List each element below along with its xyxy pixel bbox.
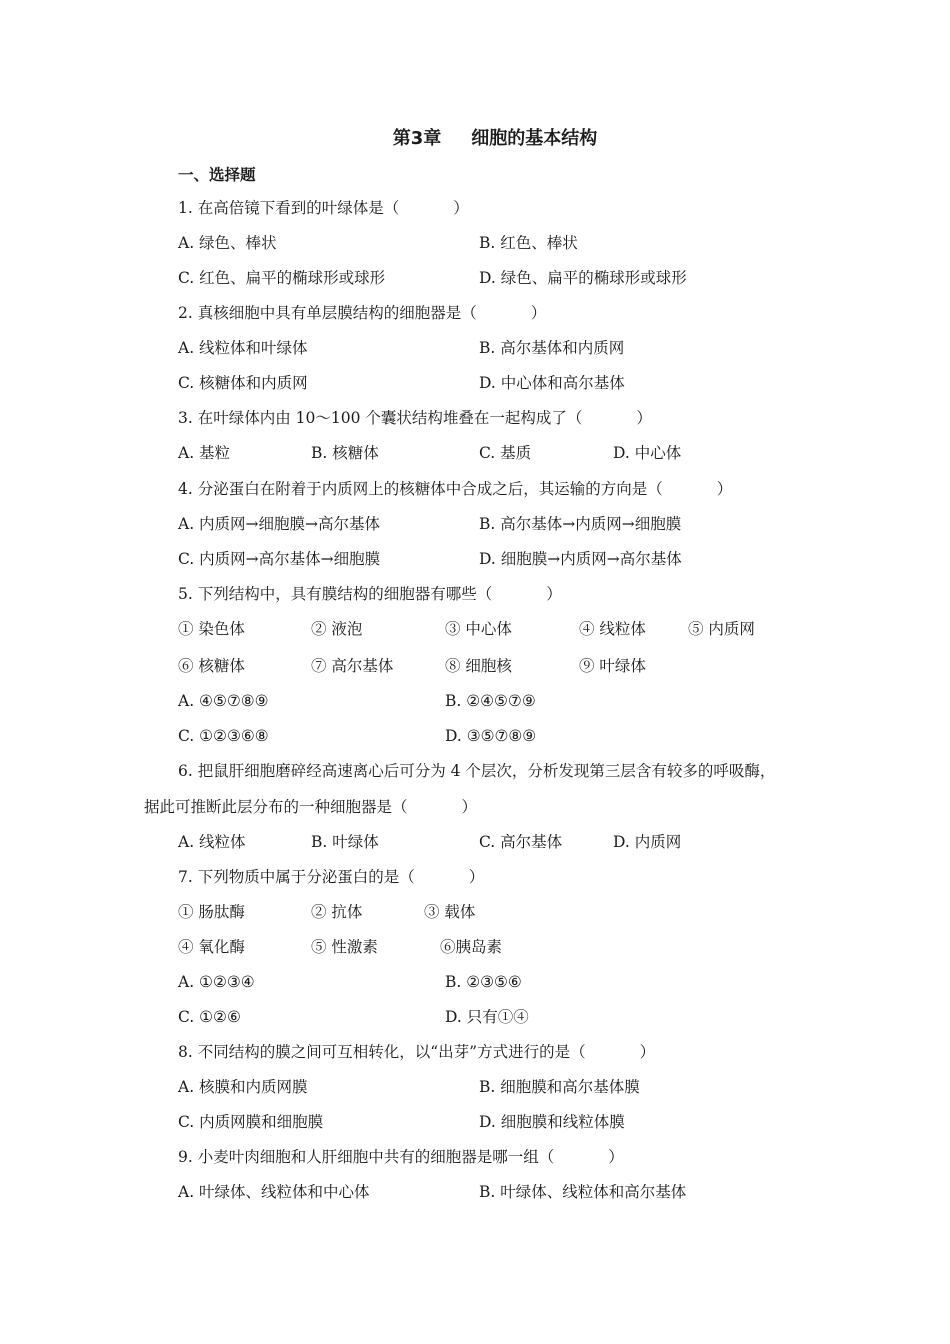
q4-option-b: B. 高尔基体→内质网→细胞膜 [479, 515, 682, 533]
question-2-stem: 2. 真核细胞中具有单层膜结构的细胞器是（ ） [178, 304, 547, 322]
q7-option-b: B. ②③⑤⑥ [445, 973, 522, 991]
q5-option-d: D. ③⑤⑦⑧⑨ [445, 727, 537, 745]
q9-option-a: A. 叶绿体、线粒体和中心体 [178, 1183, 370, 1201]
q2-option-b: B. 高尔基体和内质网 [479, 339, 625, 357]
q6-option-d: D. 内质网 [613, 833, 682, 851]
chapter-title [0, 124, 950, 150]
q3-option-b: B. 核糖体 [311, 444, 379, 462]
q3-option-c: C. 基质 [479, 444, 532, 462]
q4-option-a: A. 内质网→细胞膜→高尔基体 [178, 515, 381, 533]
section-heading: 一、选择题 [178, 166, 256, 184]
q6-option-a: A. 线粒体 [178, 833, 246, 851]
q7-item-1: ① 肠肽酶 [178, 903, 245, 921]
q5-item-5: ⑤ 内质网 [688, 620, 755, 638]
q5-item-7: ⑦ 高尔基体 [311, 657, 394, 675]
question-6-stem-line1: 6. 把鼠肝细胞磨碎经高速离心后可分为 4 个层次，分析发现第三层含有较多的呼吸酶， [178, 762, 776, 780]
q6-option-c: C. 高尔基体 [479, 833, 563, 851]
q5-item-8: ⑧ 细胞核 [445, 657, 512, 675]
q7-item-2: ② 抗体 [311, 903, 363, 921]
q5-item-6: ⑥ 核糖体 [178, 657, 245, 675]
q2-option-d: D. 中心体和高尔基体 [479, 374, 625, 392]
q5-item-9: ⑨ 叶绿体 [579, 657, 646, 675]
question-1-stem: 1. 在高倍镜下看到的叶绿体是（ ） [178, 199, 469, 217]
q7-item-3: ③ 载体 [424, 903, 476, 921]
q7-item-5: ⑤ 性激素 [311, 938, 378, 956]
q3-option-a: A. 基粒 [178, 444, 231, 462]
q7-option-d: D. 只有①④ [445, 1008, 529, 1026]
question-3-stem: 3. 在叶绿体内由 10～100 个囊状结构堆叠在一起构成了（ ） [178, 409, 652, 427]
question-7-stem: 7. 下列物质中属于分泌蛋白的是（ ） [178, 868, 485, 886]
chapter-number: 第3章 [392, 128, 442, 149]
q5-item-3: ③ 中心体 [445, 620, 512, 638]
q2-option-c: C. 核糖体和内质网 [178, 374, 308, 392]
q8-option-a: A. 核膜和内质网膜 [178, 1078, 308, 1096]
q5-item-2: ② 液泡 [311, 620, 363, 638]
q8-option-d: D. 细胞膜和线粒体膜 [479, 1113, 625, 1131]
q7-item-4: ④ 氧化酶 [178, 938, 245, 956]
q5-option-b: B. ②④⑤⑦⑨ [445, 692, 536, 710]
chapter-name: 细胞的基本结构 [471, 128, 598, 149]
q1-option-b: B. 红色、棒状 [479, 234, 578, 252]
q5-item-1: ① 染色体 [178, 620, 245, 638]
question-6-stem-line2: 据此可推断此层分布的一种细胞器是（ ） [144, 798, 478, 816]
question-4-stem: 4. 分泌蛋白在附着于内质网上的核糖体中合成之后，其运输的方向是（ ） [178, 480, 733, 498]
q5-item-4: ④ 线粒体 [579, 620, 646, 638]
q8-option-b: B. 细胞膜和高尔基体膜 [479, 1078, 640, 1096]
q2-option-a: A. 线粒体和叶绿体 [178, 339, 308, 357]
q1-option-c: C. 红色、扁平的椭球形或球形 [178, 269, 386, 287]
q9-option-b: B. 叶绿体、线粒体和高尔基体 [479, 1183, 687, 1201]
question-9-stem: 9. 小麦叶肉细胞和人肝细胞中共有的细胞器是哪一组（ ） [178, 1148, 624, 1166]
q5-option-c: C. ①②③⑥⑧ [178, 727, 269, 745]
q8-option-c: C. 内质网膜和细胞膜 [178, 1113, 324, 1131]
q7-option-c: C. ①②⑥ [178, 1008, 241, 1026]
q1-option-a: A. 绿色、棒状 [178, 234, 277, 252]
question-8-stem: 8. 不同结构的膜之间可互相转化，以“出芽”方式进行的是（ ） [178, 1043, 656, 1061]
q5-option-a: A. ④⑤⑦⑧⑨ [178, 692, 269, 710]
question-5-stem: 5. 下列结构中，具有膜结构的细胞器有哪些（ ） [178, 585, 562, 603]
q7-item-6: ⑥胰岛素 [440, 938, 503, 956]
q1-option-d: D. 绿色、扁平的椭球形或球形 [479, 269, 687, 287]
q7-option-a: A. ①②③④ [178, 973, 255, 991]
q4-option-d: D. 细胞膜→内质网→高尔基体 [479, 550, 682, 568]
q3-option-d: D. 中心体 [613, 444, 682, 462]
q6-option-b: B. 叶绿体 [311, 833, 379, 851]
q4-option-c: C. 内质网→高尔基体→细胞膜 [178, 550, 381, 568]
